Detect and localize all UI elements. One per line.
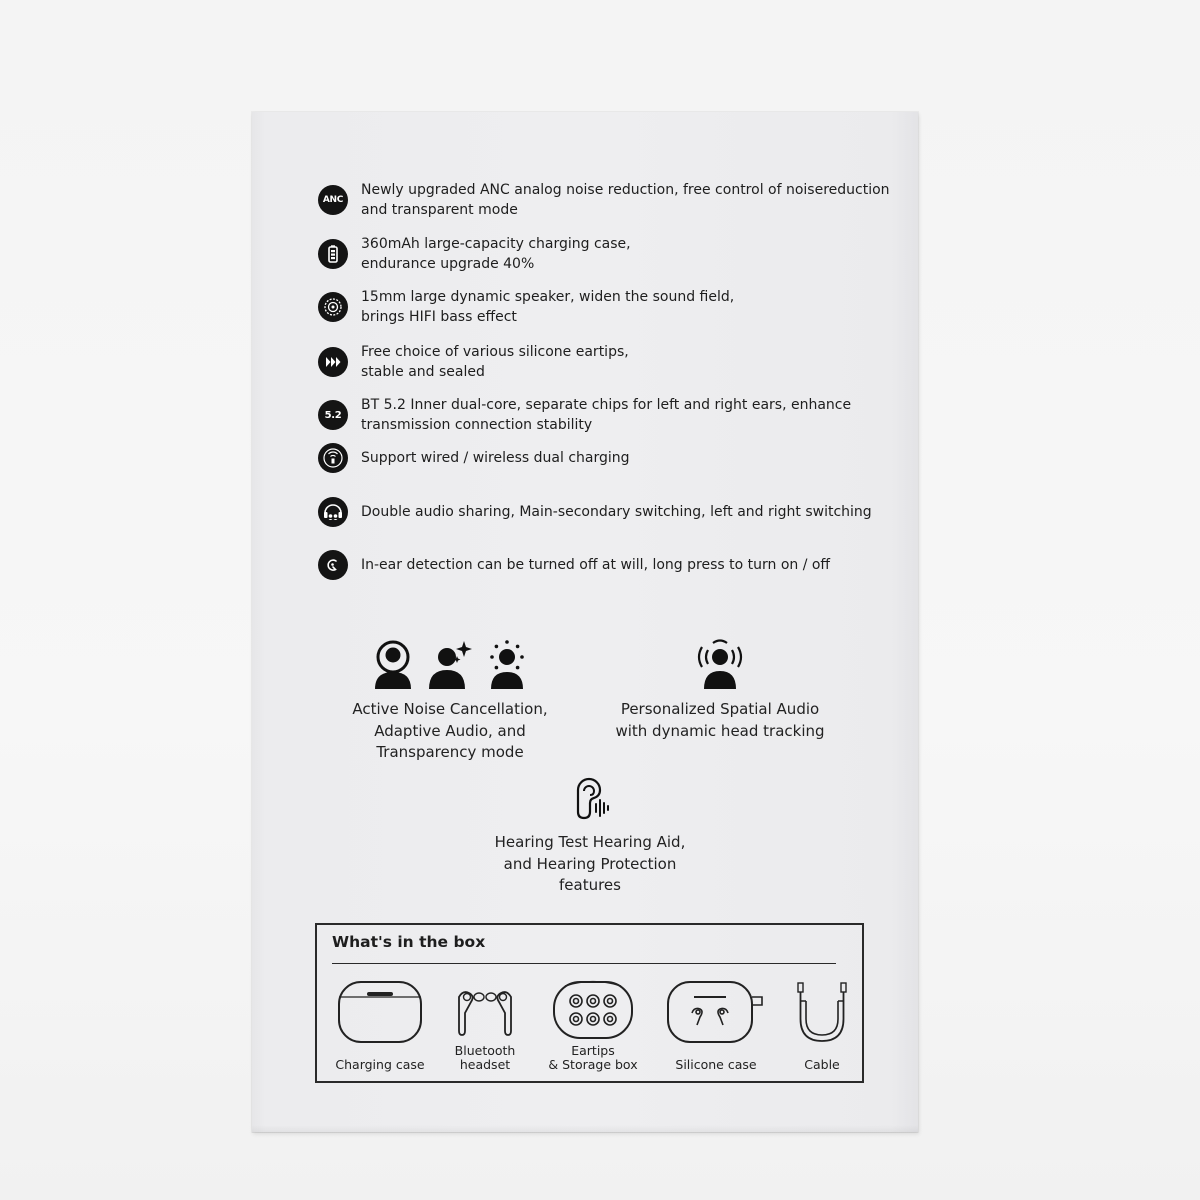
feature-line: brings HIFI bass effect	[361, 309, 517, 325]
speaker-icon	[318, 292, 348, 322]
eartips-storage-box-icon	[551, 977, 635, 1041]
whats-in-the-box-panel	[315, 923, 864, 1083]
highlight-line: with dynamic head tracking	[615, 721, 825, 740]
feature-text	[361, 180, 890, 220]
feature-line: Double audio sharing, Main-secondary switching, left and right switching	[361, 504, 872, 520]
adaptive-audio-person-icon	[427, 639, 473, 691]
silicone-case-icon	[664, 979, 768, 1045]
charging-case-icon	[335, 979, 425, 1045]
feature-text	[361, 395, 851, 435]
feature-text	[361, 555, 830, 575]
feature-item	[318, 234, 878, 274]
inbox-item-label	[439, 1044, 531, 1072]
bluetooth-version-icon: 5.2	[318, 400, 348, 430]
spatial-audio-head-icon	[695, 639, 745, 691]
highlight-hearing-features	[475, 770, 705, 897]
inbox-item	[325, 979, 435, 1072]
feature-text	[361, 234, 631, 274]
highlight-line: Transparency mode	[376, 743, 524, 761]
feature-line: BT 5.2 Inner dual-core, separate chips for left and right ears, enhance	[361, 397, 852, 413]
feature-line: 360mAh large-capacity charging case,	[361, 236, 631, 252]
highlight-icons	[605, 639, 835, 691]
inbox-item-label	[325, 1058, 435, 1072]
audio-sharing-icon	[318, 497, 348, 527]
feature-item	[318, 395, 878, 435]
feature-item	[318, 550, 878, 580]
inbox-item-line: Silicone case	[675, 1057, 757, 1072]
feature-line: stable and sealed	[361, 364, 485, 380]
inbox-item-label	[539, 1044, 647, 1072]
inbox-item-line: & Storage box	[548, 1057, 638, 1072]
feature-line: 15mm large dynamic speaker, widen the sound field,	[361, 289, 735, 305]
highlight-spatial-audio	[605, 639, 835, 742]
bluetooth-headset-icon	[453, 987, 517, 1039]
highlight-line: features	[559, 876, 621, 894]
inbox-title: What's in the box	[332, 933, 486, 951]
inbox-item	[539, 977, 647, 1072]
inbox-item	[657, 979, 775, 1072]
feature-line: Newly upgraded ANC analog noise reduction, free control of noisereduction	[361, 182, 890, 198]
feature-line: Free choice of various silicone eartips,	[361, 344, 629, 360]
highlight-line: Hearing Test Hearing Aid,	[494, 833, 686, 851]
highlight-line: Adaptive Audio, and	[374, 721, 526, 740]
anc-icon: ANC	[318, 185, 348, 215]
feature-line: Support wired / wireless dual charging	[361, 450, 630, 466]
inbox-item-label	[657, 1058, 775, 1072]
highlight-line: Personalized Spatial Audio	[620, 700, 820, 718]
divider	[332, 963, 836, 964]
feature-line: endurance upgrade 40%	[361, 256, 535, 272]
inbox-item	[785, 979, 859, 1072]
inbox-item	[439, 987, 531, 1072]
feature-item	[318, 342, 878, 382]
wireless-charging-icon	[318, 443, 348, 473]
inbox-item-line: Bluetooth	[454, 1043, 516, 1058]
inbox-item-line: headset	[459, 1057, 511, 1072]
inbox-item-line: Charging case	[335, 1057, 425, 1072]
product-box-back	[252, 112, 918, 1132]
highlight-noise-cancellation	[340, 639, 560, 764]
highlight-icons	[340, 639, 560, 691]
anc-person-icon	[373, 639, 413, 691]
feature-item	[318, 287, 878, 327]
feature-text	[361, 342, 629, 382]
battery-icon	[318, 239, 348, 269]
inbox-item-label	[785, 1058, 859, 1072]
highlight-title	[475, 832, 705, 897]
highlight-icons	[475, 770, 705, 822]
inbox-item-line: Eartips	[571, 1043, 615, 1058]
feature-text	[361, 287, 734, 327]
highlight-line: and Hearing Protection	[503, 854, 677, 873]
feature-item	[318, 180, 890, 220]
cable-icon	[792, 979, 852, 1045]
highlight-title	[605, 699, 835, 742]
highlight-line: Active Noise Cancellation,	[352, 700, 548, 718]
eartips-icon	[318, 347, 348, 377]
inbox-item-line: Cable	[804, 1057, 840, 1072]
transparency-person-icon	[487, 639, 527, 691]
feature-line: In-ear detection can be turned off at will, long press to turn on / off	[361, 557, 831, 573]
feature-item	[318, 443, 878, 473]
feature-text	[361, 502, 872, 522]
in-ear-detection-icon	[318, 550, 348, 580]
feature-item	[318, 497, 878, 527]
feature-line: transmission connection stability	[361, 417, 593, 433]
feature-text	[361, 448, 630, 468]
hearing-ear-icon	[569, 770, 611, 822]
feature-line: and transparent mode	[361, 202, 518, 218]
highlight-title	[340, 699, 560, 764]
